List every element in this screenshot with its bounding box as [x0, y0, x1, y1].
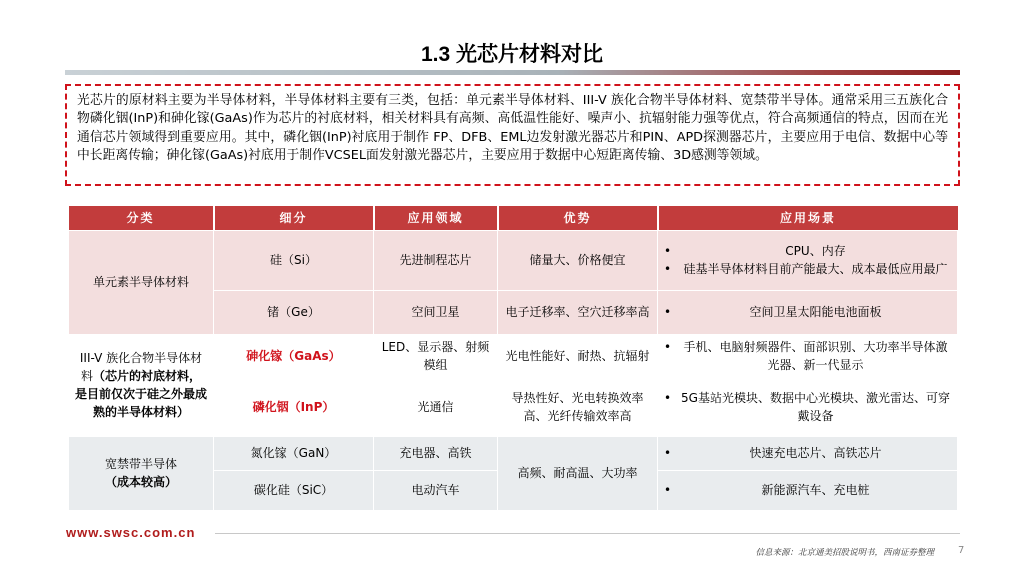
category-note: （芯片的衬底材料，是目前仅次于硅之外最成熟的半导体材料） — [75, 369, 208, 419]
category-name: 宽禁带半导体 — [104, 457, 177, 471]
subcategory-cell: 锗（Ge） — [214, 290, 374, 334]
field-cell: 先进制程芯片 — [374, 230, 498, 290]
subcategory-cell: 碳化硅（SiC） — [214, 470, 374, 510]
table-row — [69, 334, 958, 378]
scene-item: • 空间卫星太阳能电池面板 — [664, 303, 951, 321]
field-cell: LED、显示器、射频模组 — [374, 334, 498, 378]
scene-item: • 快速充电芯片、高铁芯片 — [664, 444, 951, 462]
advantage-cell: 光电性能好、耐热、抗辐射 — [498, 334, 658, 378]
scenes-cell — [658, 378, 958, 436]
scene-item: • 手机、电脑射频器件、面部识别、大功率半导体激光器、新一代显示 — [664, 338, 951, 374]
header-category: 分类 — [69, 206, 214, 230]
category-cell — [69, 436, 214, 510]
page-number: 7 — [958, 545, 965, 556]
scene-item: • 新能源汽车、充电桩 — [664, 481, 951, 499]
table-row — [69, 230, 958, 290]
category-cell: 单元素半导体材料 — [69, 230, 214, 334]
subcategory-cell: 氮化镓（GaN） — [214, 436, 374, 470]
header-field: 应用领域 — [374, 206, 498, 230]
category-note: （成本较高） — [104, 475, 177, 489]
advantage-cell: 电子迁移率、空穴迁移率高 — [498, 290, 658, 334]
intro-textbox: 光芯片的原材料主要为半导体材料，半导体材料主要有三类，包括：单元素半导体材料、III-V 族化合物半导体材料、宽禁带半导体。通常采用三五族化合物磷化铟(InP)和砷化镓(GaAs)作为芯片的衬底材料，相关材料具有高频、高低温性能好、噪声小、抗辐射能力强等优点，符合高频通信的特点，因而在光通信芯片领域得到重要应用。其中，磷化铟(InP)衬底用于制作 FP、DFB、EML边发射激光器芯片和PIN、APD探测器芯片，主要应用于电信、数据中心等中长距离传输；砷化镓(GaAs)衬底用于制作VCSEL面发射激光器芯片，主要应用于数据中心短距离传输、3D感测等领域。 — [65, 84, 960, 186]
field-cell: 充电器、高铁 — [374, 436, 498, 470]
category-cell — [69, 334, 214, 436]
scenes-cell — [658, 230, 958, 290]
field-cell: 光通信 — [374, 378, 498, 436]
header-advantage: 优势 — [498, 206, 658, 230]
field-cell: 电动汽车 — [374, 470, 498, 510]
advantage-cell: 导热性好、光电转换效率高、光纤传输效率高 — [498, 378, 658, 436]
scenes-cell — [658, 436, 958, 470]
header-subcategory: 细分 — [214, 206, 374, 230]
title-divider — [65, 70, 960, 75]
scenes-cell — [658, 290, 958, 334]
table-header-row — [69, 206, 958, 230]
category-name: III-V 族化合物半导体材料 — [79, 351, 203, 383]
subcategory-cell: 硅（Si） — [214, 230, 374, 290]
comparison-table — [68, 206, 958, 511]
subcategory-cell: 磷化铟（InP） — [214, 378, 374, 436]
scenes-cell — [658, 334, 958, 378]
scene-item: • CPU、内存 — [664, 242, 951, 260]
subcategory-cell: 砷化镓（GaAs） — [214, 334, 374, 378]
scenes-cell — [658, 470, 958, 510]
advantage-cell: 储量大、价格便宜 — [498, 230, 658, 290]
site-url: www.swsc.com.cn — [66, 525, 196, 540]
page-title: 1.3 光芯片材料对比 — [420, 43, 604, 66]
field-cell: 空间卫星 — [374, 290, 498, 334]
source-note: 信息来源：北京通美招股说明书，西南证券整理 — [755, 548, 934, 558]
scene-item: • 硅基半导体材料目前产能最大、成本最低应用最广 — [664, 260, 951, 278]
scene-item: • 5G基站光模块、数据中心光模块、激光雷达、可穿戴设备 — [664, 389, 951, 425]
footer-divider — [215, 533, 960, 534]
advantage-cell: 高频、耐高温、大功率 — [498, 436, 658, 510]
table-row — [69, 436, 958, 470]
header-scenes: 应用场景 — [658, 206, 958, 230]
